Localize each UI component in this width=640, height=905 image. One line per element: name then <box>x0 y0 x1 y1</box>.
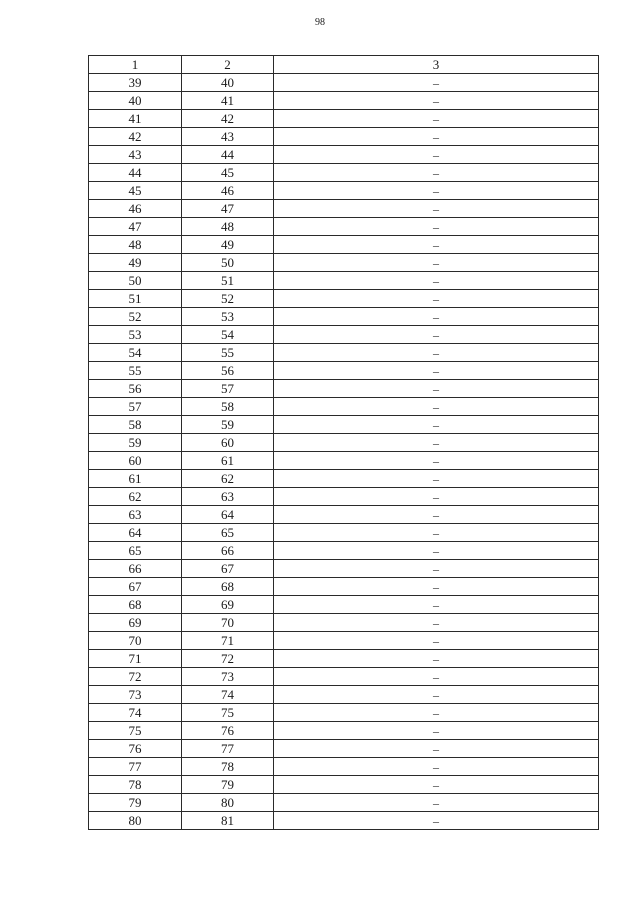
table-cell-col-3: – <box>274 470 599 488</box>
table-cell-col-2: 52 <box>182 290 274 308</box>
table-cell-col-3: – <box>274 200 599 218</box>
table-row <box>89 722 599 740</box>
table-cell-col-2: 64 <box>182 506 274 524</box>
table-body <box>89 74 599 830</box>
table-row <box>89 92 599 110</box>
table-cell-col-3: – <box>274 506 599 524</box>
table-cell-col-3: – <box>274 794 599 812</box>
column-header-1: 1 <box>89 56 182 74</box>
table-cell-col-1: 53 <box>89 326 182 344</box>
table-row <box>89 398 599 416</box>
table-cell-col-1: 60 <box>89 452 182 470</box>
table-cell-col-2: 41 <box>182 92 274 110</box>
table-row <box>89 290 599 308</box>
table-cell-col-1: 56 <box>89 380 182 398</box>
table-cell-col-2: 69 <box>182 596 274 614</box>
column-header-3: 3 <box>274 56 599 74</box>
table-cell-col-1: 77 <box>89 758 182 776</box>
table-cell-col-3: – <box>274 344 599 362</box>
table-row <box>89 146 599 164</box>
table-cell-col-3: – <box>274 686 599 704</box>
table-cell-col-2: 45 <box>182 164 274 182</box>
table-cell-col-1: 54 <box>89 344 182 362</box>
table-cell-col-3: – <box>274 776 599 794</box>
table-row <box>89 272 599 290</box>
table-cell-col-2: 55 <box>182 344 274 362</box>
table-row <box>89 110 599 128</box>
table-cell-col-3: – <box>274 272 599 290</box>
table-cell-col-1: 79 <box>89 794 182 812</box>
table-cell-col-3: – <box>274 434 599 452</box>
table-cell-col-1: 72 <box>89 668 182 686</box>
table-cell-col-2: 78 <box>182 758 274 776</box>
table-cell-col-2: 47 <box>182 200 274 218</box>
table-cell-col-3: – <box>274 560 599 578</box>
table-cell-col-2: 76 <box>182 722 274 740</box>
table-row <box>89 506 599 524</box>
table-cell-col-3: – <box>274 164 599 182</box>
table-cell-col-2: 49 <box>182 236 274 254</box>
table-row <box>89 326 599 344</box>
table-cell-col-1: 45 <box>89 182 182 200</box>
table-cell-col-2: 67 <box>182 560 274 578</box>
table-cell-col-3: – <box>274 632 599 650</box>
data-table <box>88 55 599 830</box>
table-cell-col-2: 48 <box>182 218 274 236</box>
table-cell-col-2: 62 <box>182 470 274 488</box>
table-row <box>89 758 599 776</box>
table-cell-col-3: – <box>274 182 599 200</box>
table-cell-col-3: – <box>274 542 599 560</box>
table-cell-col-3: – <box>274 578 599 596</box>
table-row <box>89 128 599 146</box>
page-number: 98 <box>315 17 325 28</box>
table-row <box>89 308 599 326</box>
table-cell-col-1: 50 <box>89 272 182 290</box>
table-cell-col-1: 76 <box>89 740 182 758</box>
table-cell-col-1: 58 <box>89 416 182 434</box>
table-row <box>89 578 599 596</box>
table-cell-col-2: 44 <box>182 146 274 164</box>
table-cell-col-2: 68 <box>182 578 274 596</box>
table-cell-col-3: – <box>274 128 599 146</box>
table-cell-col-1: 65 <box>89 542 182 560</box>
table-cell-col-1: 67 <box>89 578 182 596</box>
table-cell-col-2: 43 <box>182 128 274 146</box>
table-row <box>89 542 599 560</box>
table-cell-col-2: 59 <box>182 416 274 434</box>
table-row <box>89 794 599 812</box>
table-row <box>89 488 599 506</box>
table-cell-col-1: 42 <box>89 128 182 146</box>
table-cell-col-1: 63 <box>89 506 182 524</box>
table-row <box>89 452 599 470</box>
table-cell-col-3: – <box>274 218 599 236</box>
table-cell-col-1: 70 <box>89 632 182 650</box>
table-cell-col-3: – <box>274 254 599 272</box>
column-header-2: 2 <box>182 56 274 74</box>
table-cell-col-1: 44 <box>89 164 182 182</box>
table-cell-col-2: 70 <box>182 614 274 632</box>
table-cell-col-2: 53 <box>182 308 274 326</box>
table-cell-col-2: 42 <box>182 110 274 128</box>
table-row <box>89 740 599 758</box>
table-cell-col-3: – <box>274 650 599 668</box>
table-cell-col-3: – <box>274 704 599 722</box>
table-row <box>89 164 599 182</box>
table-row <box>89 218 599 236</box>
table-cell-col-3: – <box>274 74 599 92</box>
table-cell-col-3: – <box>274 416 599 434</box>
table-cell-col-1: 61 <box>89 470 182 488</box>
table-cell-col-1: 48 <box>89 236 182 254</box>
table-row <box>89 380 599 398</box>
table-cell-col-3: – <box>274 380 599 398</box>
table-cell-col-3: – <box>274 146 599 164</box>
table-row <box>89 182 599 200</box>
table-row <box>89 650 599 668</box>
table-cell-col-3: – <box>274 92 599 110</box>
table-cell-col-1: 75 <box>89 722 182 740</box>
table-cell-col-2: 51 <box>182 272 274 290</box>
table-cell-col-2: 80 <box>182 794 274 812</box>
table-row <box>89 236 599 254</box>
table-cell-col-2: 40 <box>182 74 274 92</box>
table-cell-col-2: 65 <box>182 524 274 542</box>
table-cell-col-3: – <box>274 614 599 632</box>
table-cell-col-1: 41 <box>89 110 182 128</box>
table-cell-col-1: 69 <box>89 614 182 632</box>
table-cell-col-3: – <box>274 398 599 416</box>
table-cell-col-1: 74 <box>89 704 182 722</box>
table-cell-col-3: – <box>274 488 599 506</box>
table-cell-col-3: – <box>274 524 599 542</box>
table-cell-col-2: 74 <box>182 686 274 704</box>
table-row <box>89 668 599 686</box>
table-cell-col-1: 78 <box>89 776 182 794</box>
table-row <box>89 596 599 614</box>
table-cell-col-2: 81 <box>182 812 274 830</box>
table-cell-col-3: – <box>274 668 599 686</box>
table-row <box>89 434 599 452</box>
table-cell-col-1: 40 <box>89 92 182 110</box>
table-cell-col-1: 52 <box>89 308 182 326</box>
table-cell-col-1: 51 <box>89 290 182 308</box>
table-cell-col-2: 75 <box>182 704 274 722</box>
table-cell-col-3: – <box>274 812 599 830</box>
table-row <box>89 614 599 632</box>
table-cell-col-3: – <box>274 740 599 758</box>
table-row <box>89 524 599 542</box>
table-cell-col-2: 57 <box>182 380 274 398</box>
table-cell-col-1: 47 <box>89 218 182 236</box>
table-cell-col-1: 71 <box>89 650 182 668</box>
table-row <box>89 686 599 704</box>
table-cell-col-2: 50 <box>182 254 274 272</box>
table-cell-col-2: 66 <box>182 542 274 560</box>
table-cell-col-3: – <box>274 326 599 344</box>
table-row <box>89 470 599 488</box>
table-cell-col-1: 49 <box>89 254 182 272</box>
table-cell-col-2: 58 <box>182 398 274 416</box>
table-row <box>89 254 599 272</box>
table-cell-col-3: – <box>274 452 599 470</box>
table-cell-col-1: 46 <box>89 200 182 218</box>
table-cell-col-1: 68 <box>89 596 182 614</box>
table-cell-col-2: 60 <box>182 434 274 452</box>
table-cell-col-1: 57 <box>89 398 182 416</box>
table-row <box>89 812 599 830</box>
table-row <box>89 632 599 650</box>
table-cell-col-3: – <box>274 308 599 326</box>
table-row <box>89 704 599 722</box>
table-cell-col-1: 55 <box>89 362 182 380</box>
table-cell-col-3: – <box>274 758 599 776</box>
table-row <box>89 362 599 380</box>
table-cell-col-1: 59 <box>89 434 182 452</box>
table-cell-col-2: 77 <box>182 740 274 758</box>
table-cell-col-2: 73 <box>182 668 274 686</box>
table-cell-col-2: 63 <box>182 488 274 506</box>
table-cell-col-2: 72 <box>182 650 274 668</box>
table-header <box>89 56 599 74</box>
table-cell-col-3: – <box>274 596 599 614</box>
table-cell-col-1: 62 <box>89 488 182 506</box>
table-cell-col-3: – <box>274 722 599 740</box>
table-row <box>89 776 599 794</box>
table-cell-col-1: 66 <box>89 560 182 578</box>
table-cell-col-2: 46 <box>182 182 274 200</box>
table-cell-col-1: 64 <box>89 524 182 542</box>
table-cell-col-2: 61 <box>182 452 274 470</box>
table-row <box>89 74 599 92</box>
table-cell-col-2: 54 <box>182 326 274 344</box>
table-cell-col-2: 56 <box>182 362 274 380</box>
table-row <box>89 344 599 362</box>
table-cell-col-3: – <box>274 362 599 380</box>
table-row <box>89 560 599 578</box>
table-cell-col-1: 73 <box>89 686 182 704</box>
table-cell-col-3: – <box>274 290 599 308</box>
table-cell-col-1: 39 <box>89 74 182 92</box>
table-cell-col-2: 79 <box>182 776 274 794</box>
table-cell-col-1: 80 <box>89 812 182 830</box>
table-row <box>89 416 599 434</box>
header-row <box>89 56 599 74</box>
table-cell-col-3: – <box>274 236 599 254</box>
table-cell-col-2: 71 <box>182 632 274 650</box>
table-cell-col-1: 43 <box>89 146 182 164</box>
table-cell-col-3: – <box>274 110 599 128</box>
table-row <box>89 200 599 218</box>
